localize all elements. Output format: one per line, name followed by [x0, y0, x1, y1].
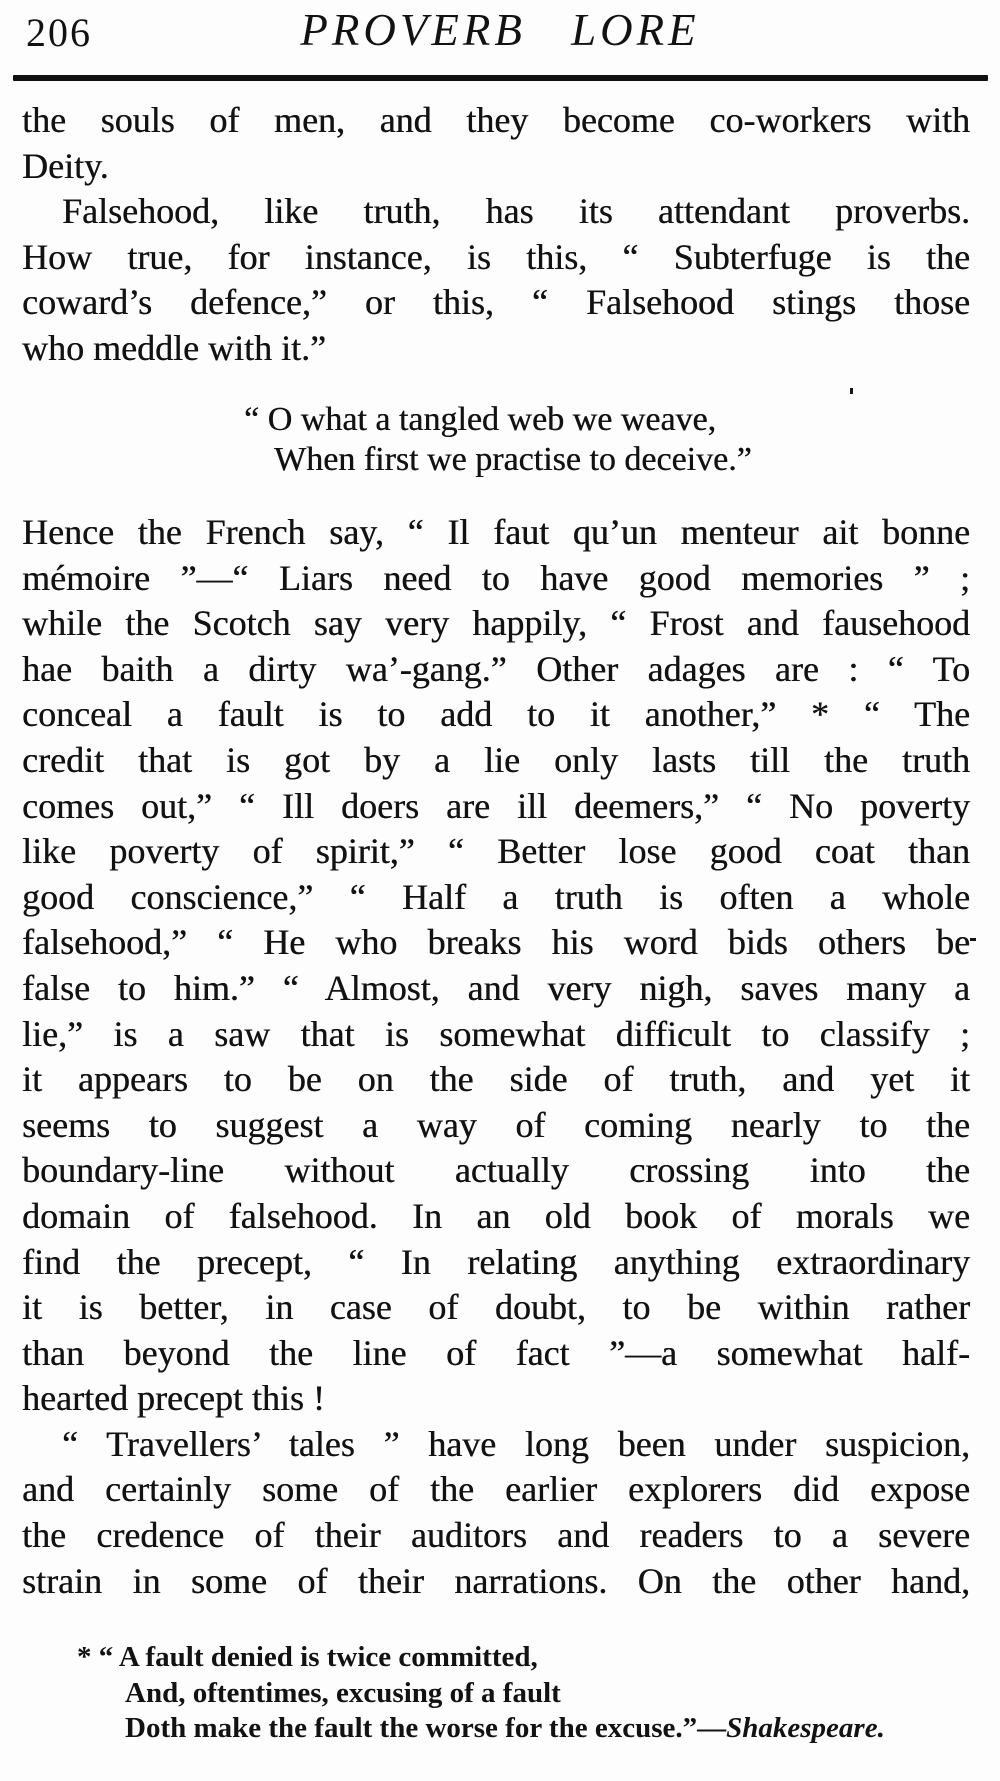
running-title: PROVERB LORE: [300, 5, 700, 55]
text-line: Deity.: [22, 145, 109, 186]
text-line: the credence of their auditors and readers to a severe: [22, 1515, 970, 1556]
text-line: coward’s defence,” or this, “ Falsehood stings those: [22, 282, 970, 323]
text-line: boundary-line without actually crossing into the: [22, 1150, 970, 1191]
text-line: strain in some of their narrations. On the other hand,: [22, 1560, 970, 1601]
text-line: * “ A fault denied is twice committed,: [77, 1641, 538, 1673]
main-paragraphs: [22, 510, 970, 1604]
verse-quote: [22, 400, 970, 479]
text-line: conceal a fault is to add to it another,” * “ The: [22, 694, 970, 735]
text-line: while the Scotch say very happily, “ Frost and fausehood: [22, 603, 970, 644]
text-line: like poverty of spirit,” “ Better lose good coat than: [22, 831, 970, 872]
text-line: and certainly some of the earlier explorers did expose: [22, 1469, 970, 1510]
text-line: it is better, in case of doubt, to be within rather: [22, 1287, 970, 1328]
text-line: hearted precept this !: [22, 1378, 325, 1419]
header-rule: [13, 75, 988, 81]
opening-paragraphs: [22, 98, 970, 372]
text-line: Doth make the fault the worse for the excuse.”—Shakespeare.: [125, 1712, 885, 1744]
text-line: mémoire ”—“ Liars need to have good memories ” ;: [22, 557, 970, 598]
text-line: find the precept, “ In relating anything extraordinary: [22, 1241, 970, 1282]
text-line: How true, for instance, is this, “ Subterfuge is the: [22, 236, 970, 277]
text-line: domain of falsehood. In an old book of morals we: [22, 1195, 970, 1236]
text-line: And, oftentimes, excusing of a fault: [125, 1676, 561, 1709]
text-line: comes out,” “ Ill doers are ill deemers,” “ No poverty: [22, 785, 970, 826]
scan-speck: [970, 938, 976, 941]
footnote: [77, 1640, 977, 1747]
text-line: good conscience,” “ Half a truth is often a whole: [22, 876, 970, 917]
text-line: false to him.” “ Almost, and very nigh, saves many a: [22, 967, 970, 1008]
text-line: Falsehood, like truth, has its attendant proverbs.: [62, 191, 970, 232]
text-line: the souls of men, and they become co-workers with: [22, 100, 970, 140]
text-line: seems to suggest a way of coming nearly to the: [22, 1104, 970, 1145]
text-line: When first we practise to deceive.”: [274, 440, 752, 478]
text-line: Hence the French say, “ Il faut qu’un menteur ait bonne: [22, 512, 970, 552]
text-line: hae baith a dirty wa’-gang.” Other adages are : “ To: [22, 648, 970, 689]
text-line: who meddle with it.”: [22, 327, 326, 368]
text-line: it appears to be on the side of truth, and yet it: [22, 1059, 970, 1100]
text-line: than beyond the line of fact ”—a somewhat half-: [22, 1332, 970, 1373]
text-line: lie,” is a saw that is somewhat difficult to classify ;: [22, 1013, 970, 1054]
text-line: credit that is got by a lie only lasts till the truth: [22, 739, 970, 780]
text-line: “ Travellers’ tales ” have long been under suspicion,: [62, 1423, 970, 1464]
text-line: “ O what a tangled web we weave,: [244, 401, 717, 438]
text-line: falsehood,” “ He who breaks his word bids others be: [22, 922, 970, 963]
scan-speck: [850, 388, 853, 394]
page-number: 206: [26, 10, 92, 55]
